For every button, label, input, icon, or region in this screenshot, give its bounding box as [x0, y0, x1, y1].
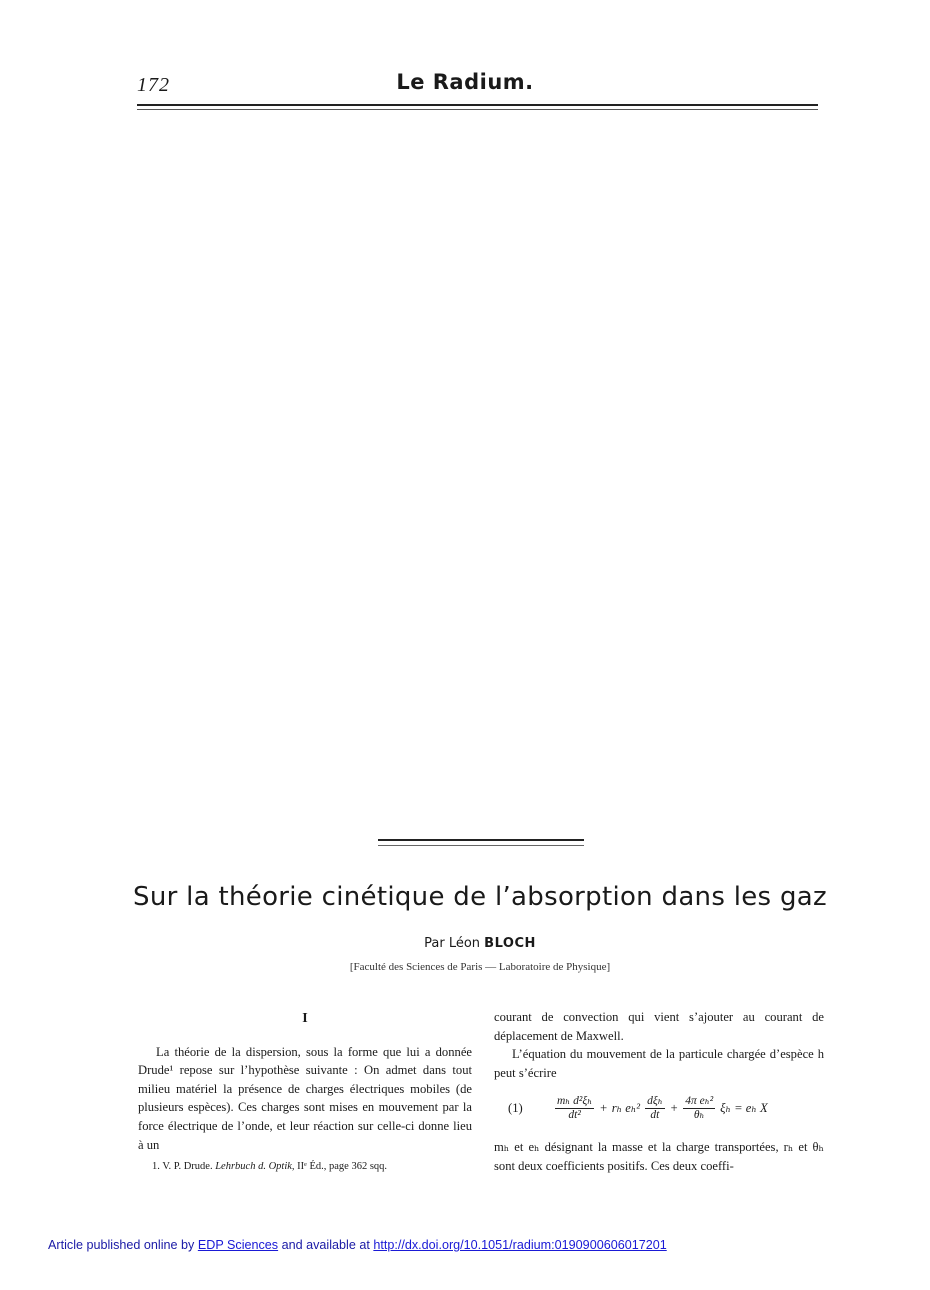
- paragraph: L’équation du mouvement de la particule chargée d’espèce h peut s’écrire: [494, 1047, 824, 1080]
- header-rule-thin: [137, 109, 818, 110]
- equation-operator: +: [599, 1101, 608, 1116]
- footnote: [138, 1160, 472, 1174]
- paragraph: La théorie de la dispersion, sous la forme que lui a donnée Drude¹ repose sur l’hypothèse suivante : On admet dans tout milieu matériel la présence de charges électriques mobiles (de plusieurs espèces). Ces charges sont mises en mouvement par la force électrique de l’onde, et leur réaction sur celle-ci donne lieu à un: [138, 1044, 472, 1152]
- paragraph: courant de convection qui vient s’ajouter au courant de déplacement de Maxwell.: [494, 1010, 824, 1043]
- footnote-author: V. P. Drude.: [162, 1161, 213, 1173]
- byline: [0, 936, 930, 951]
- section-heading: I: [302, 1011, 308, 1026]
- fraction-denominator: θₕ: [693, 1108, 705, 1121]
- title-separator-thin: [378, 845, 584, 846]
- affiliation: [Faculté des Sciences de Paris — Laboratoire de Physique]: [349, 961, 611, 973]
- fraction-numerator: dξₕ: [647, 1094, 663, 1107]
- equation-coefficient: rₕ eₕ²: [611, 1101, 641, 1116]
- equation: [494, 1088, 824, 1128]
- publisher-link[interactable]: EDP Sciences: [197, 1238, 279, 1252]
- fraction-denominator: dt²: [568, 1108, 581, 1121]
- paragraph: mₕ et eₕ désignant la masse et la charge transportées, rₕ et θₕ sont deux coefficients positifs. Ces deux coeffi-: [494, 1140, 824, 1173]
- equation-rhs: ξₕ = eₕ X: [720, 1101, 768, 1116]
- article-title: Sur la théorie cinétique de l’absorption dans les gaz: [133, 882, 827, 912]
- right-column: [494, 1008, 824, 1176]
- equation-fraction: [555, 1095, 594, 1122]
- footnote-work: Lehrbuch d. Optik,: [215, 1161, 295, 1173]
- fraction-denominator: dt: [650, 1108, 660, 1121]
- left-column: [138, 1010, 472, 1174]
- equation-number: (1): [508, 1101, 523, 1116]
- journal-title: Le Radium.: [396, 70, 534, 94]
- byline-prefix: Par Léon: [424, 936, 481, 951]
- fraction-numerator: mₕ d²ξₕ: [557, 1094, 593, 1107]
- equation-operator: +: [669, 1101, 679, 1116]
- publication-prefix: Article published online by: [48, 1238, 195, 1252]
- doi-link[interactable]: http://dx.doi.org/10.1051/radium:0190900606017201: [373, 1238, 667, 1252]
- fraction-numerator: 4π eₕ²: [685, 1094, 714, 1107]
- footnote-rest: IIᵉ Éd., page 362 sqq.: [297, 1161, 388, 1173]
- equation-fraction: [645, 1095, 665, 1122]
- equation-fraction: [683, 1095, 715, 1122]
- page-number: 172: [137, 74, 170, 96]
- footnote-mark: 1.: [152, 1161, 160, 1173]
- author-name: BLOCH: [484, 936, 536, 951]
- header-rule: [137, 104, 818, 106]
- publication-middle: and available at: [281, 1238, 370, 1252]
- publication-line: [48, 1238, 667, 1252]
- title-separator: [378, 839, 584, 841]
